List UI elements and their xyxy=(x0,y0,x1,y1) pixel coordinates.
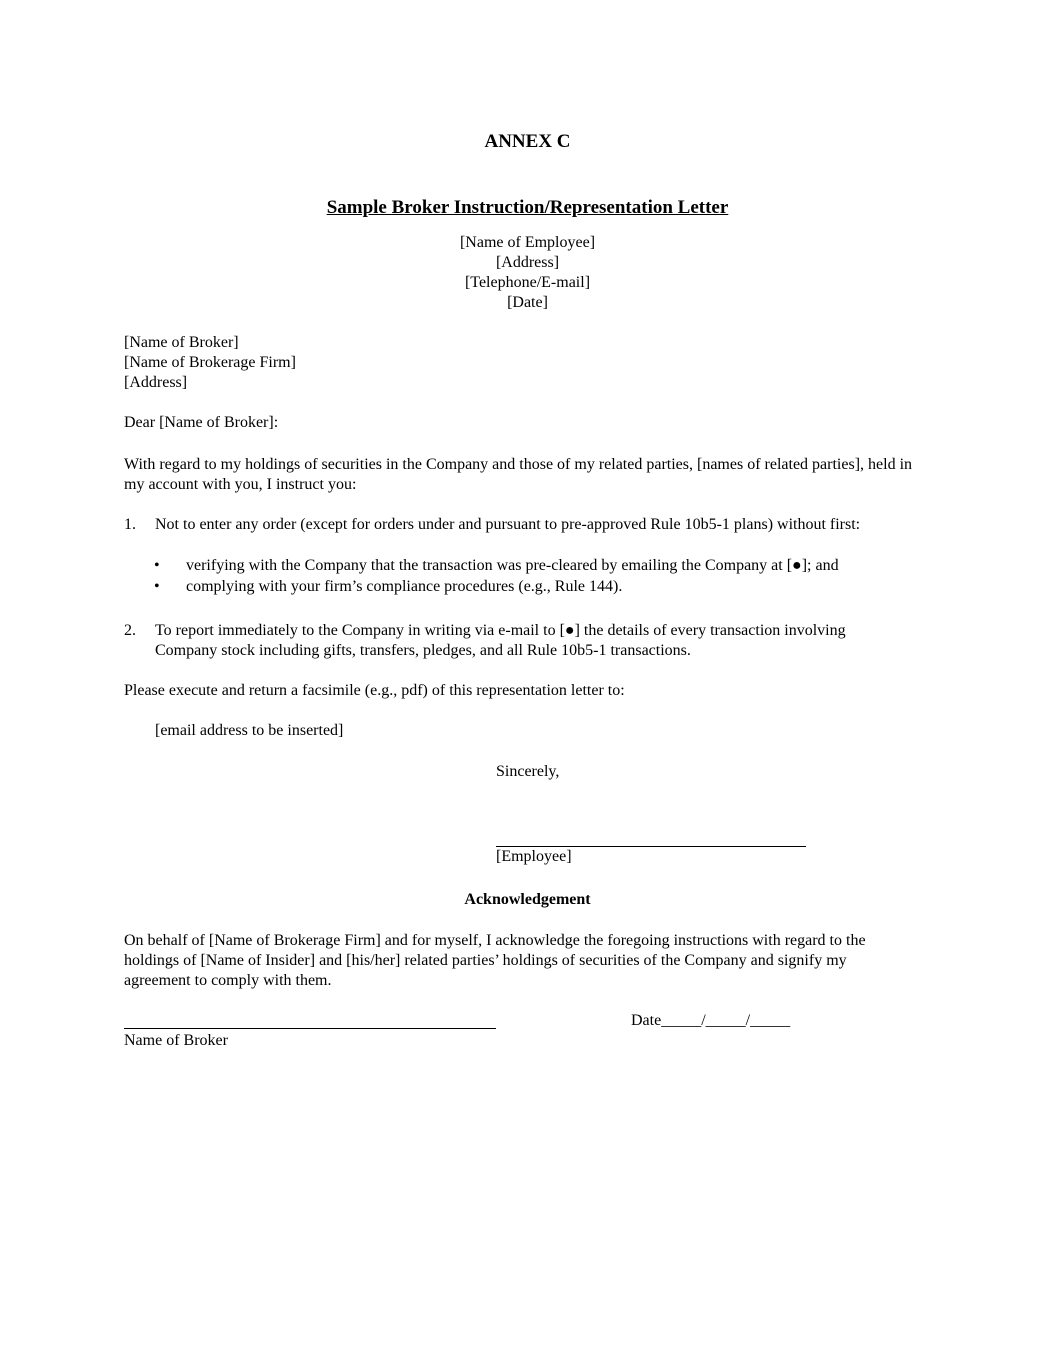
bullet-icon: • xyxy=(154,557,160,574)
item-2-line-1: To report immediately to the Company in writing via e-mail to [●] the details of every transaction involving xyxy=(155,622,846,639)
ack-line-3: agreement to comply with them. xyxy=(124,972,332,989)
execute-instruction: Please execute and return a facsimile (e.g., pdf) of this representation letter to: xyxy=(124,682,625,699)
letter-title: Sample Broker Instruction/Representation Letter xyxy=(326,197,729,218)
recipient-broker: [Name of Broker] xyxy=(124,334,239,351)
broker-name-label: Name of Broker xyxy=(124,1032,228,1049)
item-2-number: 2. xyxy=(124,622,136,639)
item-2-line-2: Company stock including gifts, transfers, pledges, and all Rule 10b5-1 transactions. xyxy=(155,642,691,659)
sender-contact: [Telephone/E-mail] xyxy=(464,274,591,291)
bullet-icon: • xyxy=(154,578,160,595)
sender-name: [Name of Employee] xyxy=(459,234,596,251)
annex-heading: ANNEX C xyxy=(484,131,571,152)
ack-line-2: holdings of [Name of Insider] and [his/her] related parties’ holdings of securities of the Company and signify my xyxy=(124,952,847,969)
recipient-address: [Address] xyxy=(124,374,188,391)
recipient-firm: [Name of Brokerage Firm] xyxy=(124,354,296,371)
bullet-verify: verifying with the Company that the transaction was pre-cleared by emailing the Company at [●]; and xyxy=(186,557,839,574)
salutation: Dear [Name of Broker]: xyxy=(124,414,279,431)
item-1-text: Not to enter any order (except for orders under and pursuant to pre-approved Rule 10b5-1 plans) without first: xyxy=(155,516,861,533)
item-1-number: 1. xyxy=(124,516,136,533)
closing: Sincerely, xyxy=(496,763,560,780)
sender-address: [Address] xyxy=(495,254,560,271)
acknowledgement-title: Acknowledgement xyxy=(464,891,591,908)
bullet-comply: complying with your firm’s compliance procedures (e.g., Rule 144). xyxy=(186,578,623,595)
email-placeholder: [email address to be inserted] xyxy=(155,722,344,739)
broker-signature-line xyxy=(124,1028,496,1029)
ack-line-1: On behalf of [Name of Brokerage Firm] and for myself, I acknowledge the foregoing instructions with regard to the xyxy=(124,932,866,949)
employee-label: [Employee] xyxy=(496,848,572,865)
sender-date: [Date] xyxy=(507,294,548,311)
date-field: Date_____/_____/_____ xyxy=(631,1012,791,1029)
intro-paragraph: With regard to my holdings of securities in the Company and those of my related parties, [names of related parties], held in my account with you, I instruct you: xyxy=(124,456,913,493)
